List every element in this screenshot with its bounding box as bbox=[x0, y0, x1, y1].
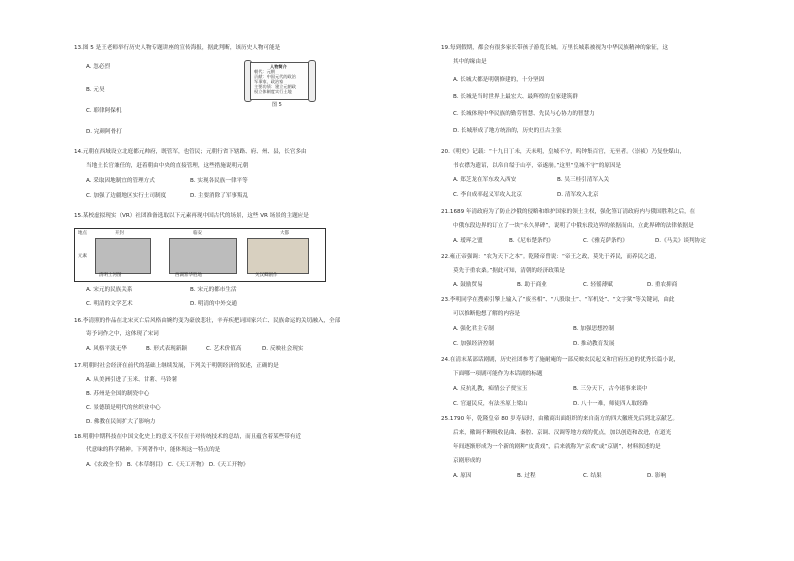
figure-caption: 图 5 bbox=[272, 102, 282, 108]
q21-option-a: A. 瑷珲之盟 bbox=[453, 238, 483, 244]
table-header-linan: 临安 bbox=[193, 231, 202, 236]
q21-stem-2: 中俄东段边界的订立了一块“永久界碑”，说明了中俄东段边界的依据而由，立此界碑的法律依据是 bbox=[453, 223, 694, 229]
q23-option-c: C. 加强经济控制 bbox=[453, 341, 495, 347]
scroll-line-2: 朝代：元朝 bbox=[254, 69, 275, 74]
q20-option-a: A. 郑芝龙在军东攻入西安 bbox=[453, 177, 517, 183]
table-row-label: 元素 bbox=[78, 254, 87, 259]
q16-option-d: D. 反映社会现实 bbox=[262, 346, 304, 352]
q20-option-c: C. 李自成率起义军攻入北京 bbox=[453, 192, 522, 198]
q22-option-b: B. 助于商业 bbox=[517, 282, 547, 288]
table-header-kaifeng: 开封 bbox=[115, 231, 124, 236]
q23-option-a: A. 强化君主专制 bbox=[453, 326, 494, 332]
q14-option-b: B. 实现各民族一律平等 bbox=[190, 178, 248, 184]
q13-option-b: B. 元昊 bbox=[86, 87, 105, 93]
scroll-right-roll bbox=[308, 60, 316, 102]
q13-stem: 13.图 5 是王老师举行历史人物专题讲座的宣传海报，据此判断，该历史人物可能是 bbox=[74, 45, 281, 51]
q15-option-a: A. 宋元的民族关系 bbox=[86, 287, 133, 293]
q24-stem-1: 24.在清末某部话剧剧，历史社团参考了施耐庵的一部反映农民起义和官府压迫的优秀长篇小说， bbox=[441, 357, 680, 363]
q24-option-a: A. 反抗礼教，痴情公子贾宝玉 bbox=[453, 386, 528, 392]
q14-stem-2: 当地土长官兼任的，赶着朝由中央的直接管理，这些措施说明元朝 bbox=[86, 163, 249, 169]
q16-option-a: A. 风格平淡无华 bbox=[86, 346, 127, 352]
q16-option-b: B. 形式表现新颖 bbox=[146, 346, 187, 352]
q23-stem-1: 23.李明同学在搜索引擎上输入了“废丞相”、“八股取士”、“军机处”、“文字狱”等关键词，由此 bbox=[441, 297, 675, 303]
q24-option-b: B. 三分天下，古今诸事来谈中 bbox=[573, 386, 648, 392]
q17-option-b: B. 苏州是全国的制瓷中心 bbox=[86, 391, 150, 397]
q25-option-a: A. 原因 bbox=[453, 473, 472, 479]
scroll-line-5: 主要功绩：建立元朝政 bbox=[254, 84, 296, 89]
dadu-image bbox=[247, 238, 309, 274]
kaifeng-image bbox=[95, 238, 151, 274]
q20-stem-1: 20.《明史》记载：“十九日丁未，天未明，皇城不守，呜钟集百官，无至者。（崇祯）乃复登煤山， bbox=[441, 149, 685, 155]
q15-stem: 15.某校虚拟现实（VR）社团准备选取以下元素再现中国古代的场景，这些 VR 场景的主题应是 bbox=[74, 213, 309, 219]
q24-stem-2: 下面哪一项剧可能作为本话剧的标题 bbox=[453, 371, 543, 377]
q15-option-d: D. 明清的中外交通 bbox=[190, 301, 238, 307]
q13-option-a: A. 忽必烈 bbox=[86, 64, 111, 70]
q21-stem-1: 21.1689 年清政府为了防止沙俄的侵略和维护国家的领土主权，强化签订清政府内与俄国胜利之后，在 bbox=[441, 209, 696, 215]
q19-stem-1: 19.每到假期，都会有很多家长带孩子游览长城。万里长城系被视为中华民族精神的象征，这 bbox=[441, 45, 669, 51]
q22-option-c: C. 轻徭薄赋 bbox=[583, 282, 613, 288]
q15-table bbox=[74, 228, 326, 282]
linan-image bbox=[169, 238, 237, 274]
q19-option-c: C. 长城体现中华民族的勤劳智慧、先民与心协力的智慧力 bbox=[453, 111, 595, 117]
q25-stem-4: 京剧形成的 bbox=[453, 458, 481, 464]
poster-scroll bbox=[244, 60, 316, 100]
q24-option-d: D. 八十一难，师徒四人取经路 bbox=[573, 401, 648, 407]
q17-stem: 17.明朝时社会经济在前代的基础上继续发展，下列关于明朝经济的叙述，正确的是 bbox=[74, 363, 279, 369]
q13-option-c: C. 耶律阿保机 bbox=[86, 108, 122, 114]
q22-option-d: D. 重农抑商 bbox=[647, 282, 678, 288]
q19-stem-2: 其中的缘由是 bbox=[453, 59, 487, 65]
q20-stem-2: 书衣襟为遗诏，以帛自缢于山亭，帝遂崩。”这里“皇城不守”的原因是 bbox=[453, 163, 622, 169]
q25-stem-1: 25.1790 年，乾隆皇帝 80 岁寿辰时，由徽商出面组织的来自南方的四大徽班先后到北京献艺。 bbox=[441, 416, 678, 422]
dadu-caption: 关汉卿剧作 bbox=[255, 273, 278, 278]
q21-option-b: B.《尼布楚条约》 bbox=[509, 238, 554, 244]
q19-option-a: A. 长城大都是明朝修建的，十分坚固 bbox=[453, 77, 545, 83]
q25-option-c: C. 结果 bbox=[583, 473, 602, 479]
scroll-line-4: 军事家、政治家 bbox=[254, 79, 284, 84]
q17-option-d: D. 佛教在民间扩大了影响力 bbox=[86, 419, 156, 425]
q15-option-b: B. 宋元的都市生活 bbox=[190, 287, 237, 293]
q16-stem-2: 寄予词作之中，这体现了宋词 bbox=[86, 331, 159, 337]
scroll-line-1: 人物简介 bbox=[270, 64, 287, 69]
q25-option-d: D. 影响 bbox=[647, 473, 667, 479]
q15-option-c: C. 明清的文学艺术 bbox=[86, 301, 133, 307]
q13-option-d: D. 完颜阿骨打 bbox=[86, 129, 122, 135]
q25-option-b: B. 过程 bbox=[517, 473, 536, 479]
q23-option-b: B. 加强思想控制 bbox=[573, 326, 614, 332]
q16-stem-1: 16.李清照的作品在北宋灭亡后风格由婉约变为豪放悲壮，辛弃疾把词国家兴亡、民族命运的关切融入，全部 bbox=[74, 318, 341, 324]
q16-option-c: C. 艺术价值高 bbox=[206, 346, 242, 352]
q20-option-b: B. 吴三桂引清军入关 bbox=[557, 177, 610, 183]
q18-options: A.《农政全书》 B.《本草纲目》 C.《天工开物》 D.《天工开物》 bbox=[86, 462, 249, 468]
q21-option-d: D.《马关》谈判协定 bbox=[655, 238, 706, 244]
q14-option-a: A. 采取因地制宜的管理方式 bbox=[86, 178, 155, 184]
scroll-line-3: 贡献：中国元代的政治 bbox=[254, 74, 296, 79]
q22-stem-2: 莫先于重农桑。”据此可知，清朝的经济政策是 bbox=[453, 268, 565, 274]
table-header-place: 地点 bbox=[78, 231, 87, 236]
q14-option-c: C. 加强了边疆地区实行土司制度 bbox=[86, 193, 167, 199]
q19-option-d: D. 长城形成了地方统治的，历史的亘古主张 bbox=[453, 128, 562, 134]
q17-option-c: C. 景德镇是明代的丝织业中心 bbox=[86, 405, 161, 411]
scroll-line-6: 权立体制度实行土地 bbox=[254, 89, 292, 94]
q23-stem-2: 可以推断他想了解的内容是 bbox=[453, 311, 521, 317]
q17-option-a: A. 从美洲引进了玉米、甘薯、马铃薯 bbox=[86, 377, 178, 383]
q21-option-c: C.《雅克萨条约》 bbox=[583, 238, 628, 244]
q18-stem-1: 18.明朝中期科技在中国文化史上的意义不仅在于对传统技术的总结，而且蕴含着某些带有近 bbox=[74, 434, 302, 440]
kaifeng-caption: 清明上河图 bbox=[99, 273, 122, 278]
linan-caption: 西湖繁华胜地 bbox=[175, 273, 202, 278]
table-header-dadu: 大都 bbox=[280, 231, 289, 236]
q24-option-c: C. 官逼民反，有法丞原上梁山 bbox=[453, 401, 528, 407]
q23-option-d: D. 推动教育发展 bbox=[573, 341, 615, 347]
q25-stem-2: 后来，徽调不断吸收昆曲、秦腔、京调、汉调等地方戏的优点，加以创造和改进，在道光 bbox=[453, 430, 672, 436]
q22-stem-1: 22.雍正帝强调：“农为天下之本”。乾隆帝曾说：“帝王之政，莫先于养民，而养民之道， bbox=[441, 254, 660, 260]
q14-stem-1: 14.元朝在西域设立北庭都元帅府，既管军，也管民；元朝行省下辖路、府、州、县，长官多由 bbox=[74, 149, 307, 155]
q14-option-d: D. 主要消除了军事叛乱 bbox=[190, 193, 249, 199]
q25-stem-3: 年间逐渐形成为一个新的剧种“皮黄戏”，后来就称为“京戏”或“京剧”，材料叙述的是 bbox=[453, 444, 661, 450]
q19-option-b: B. 长城是当时世界上最宏大、最辉煌的皇家建筑群 bbox=[453, 94, 578, 100]
q20-option-d: D. 清军攻入北京 bbox=[557, 192, 599, 198]
q18-stem-2: 代意味的科学精神。下列著作中，能体现这一特点的是 bbox=[86, 447, 221, 453]
q22-option-a: A. 鼓励贸易 bbox=[453, 282, 483, 288]
